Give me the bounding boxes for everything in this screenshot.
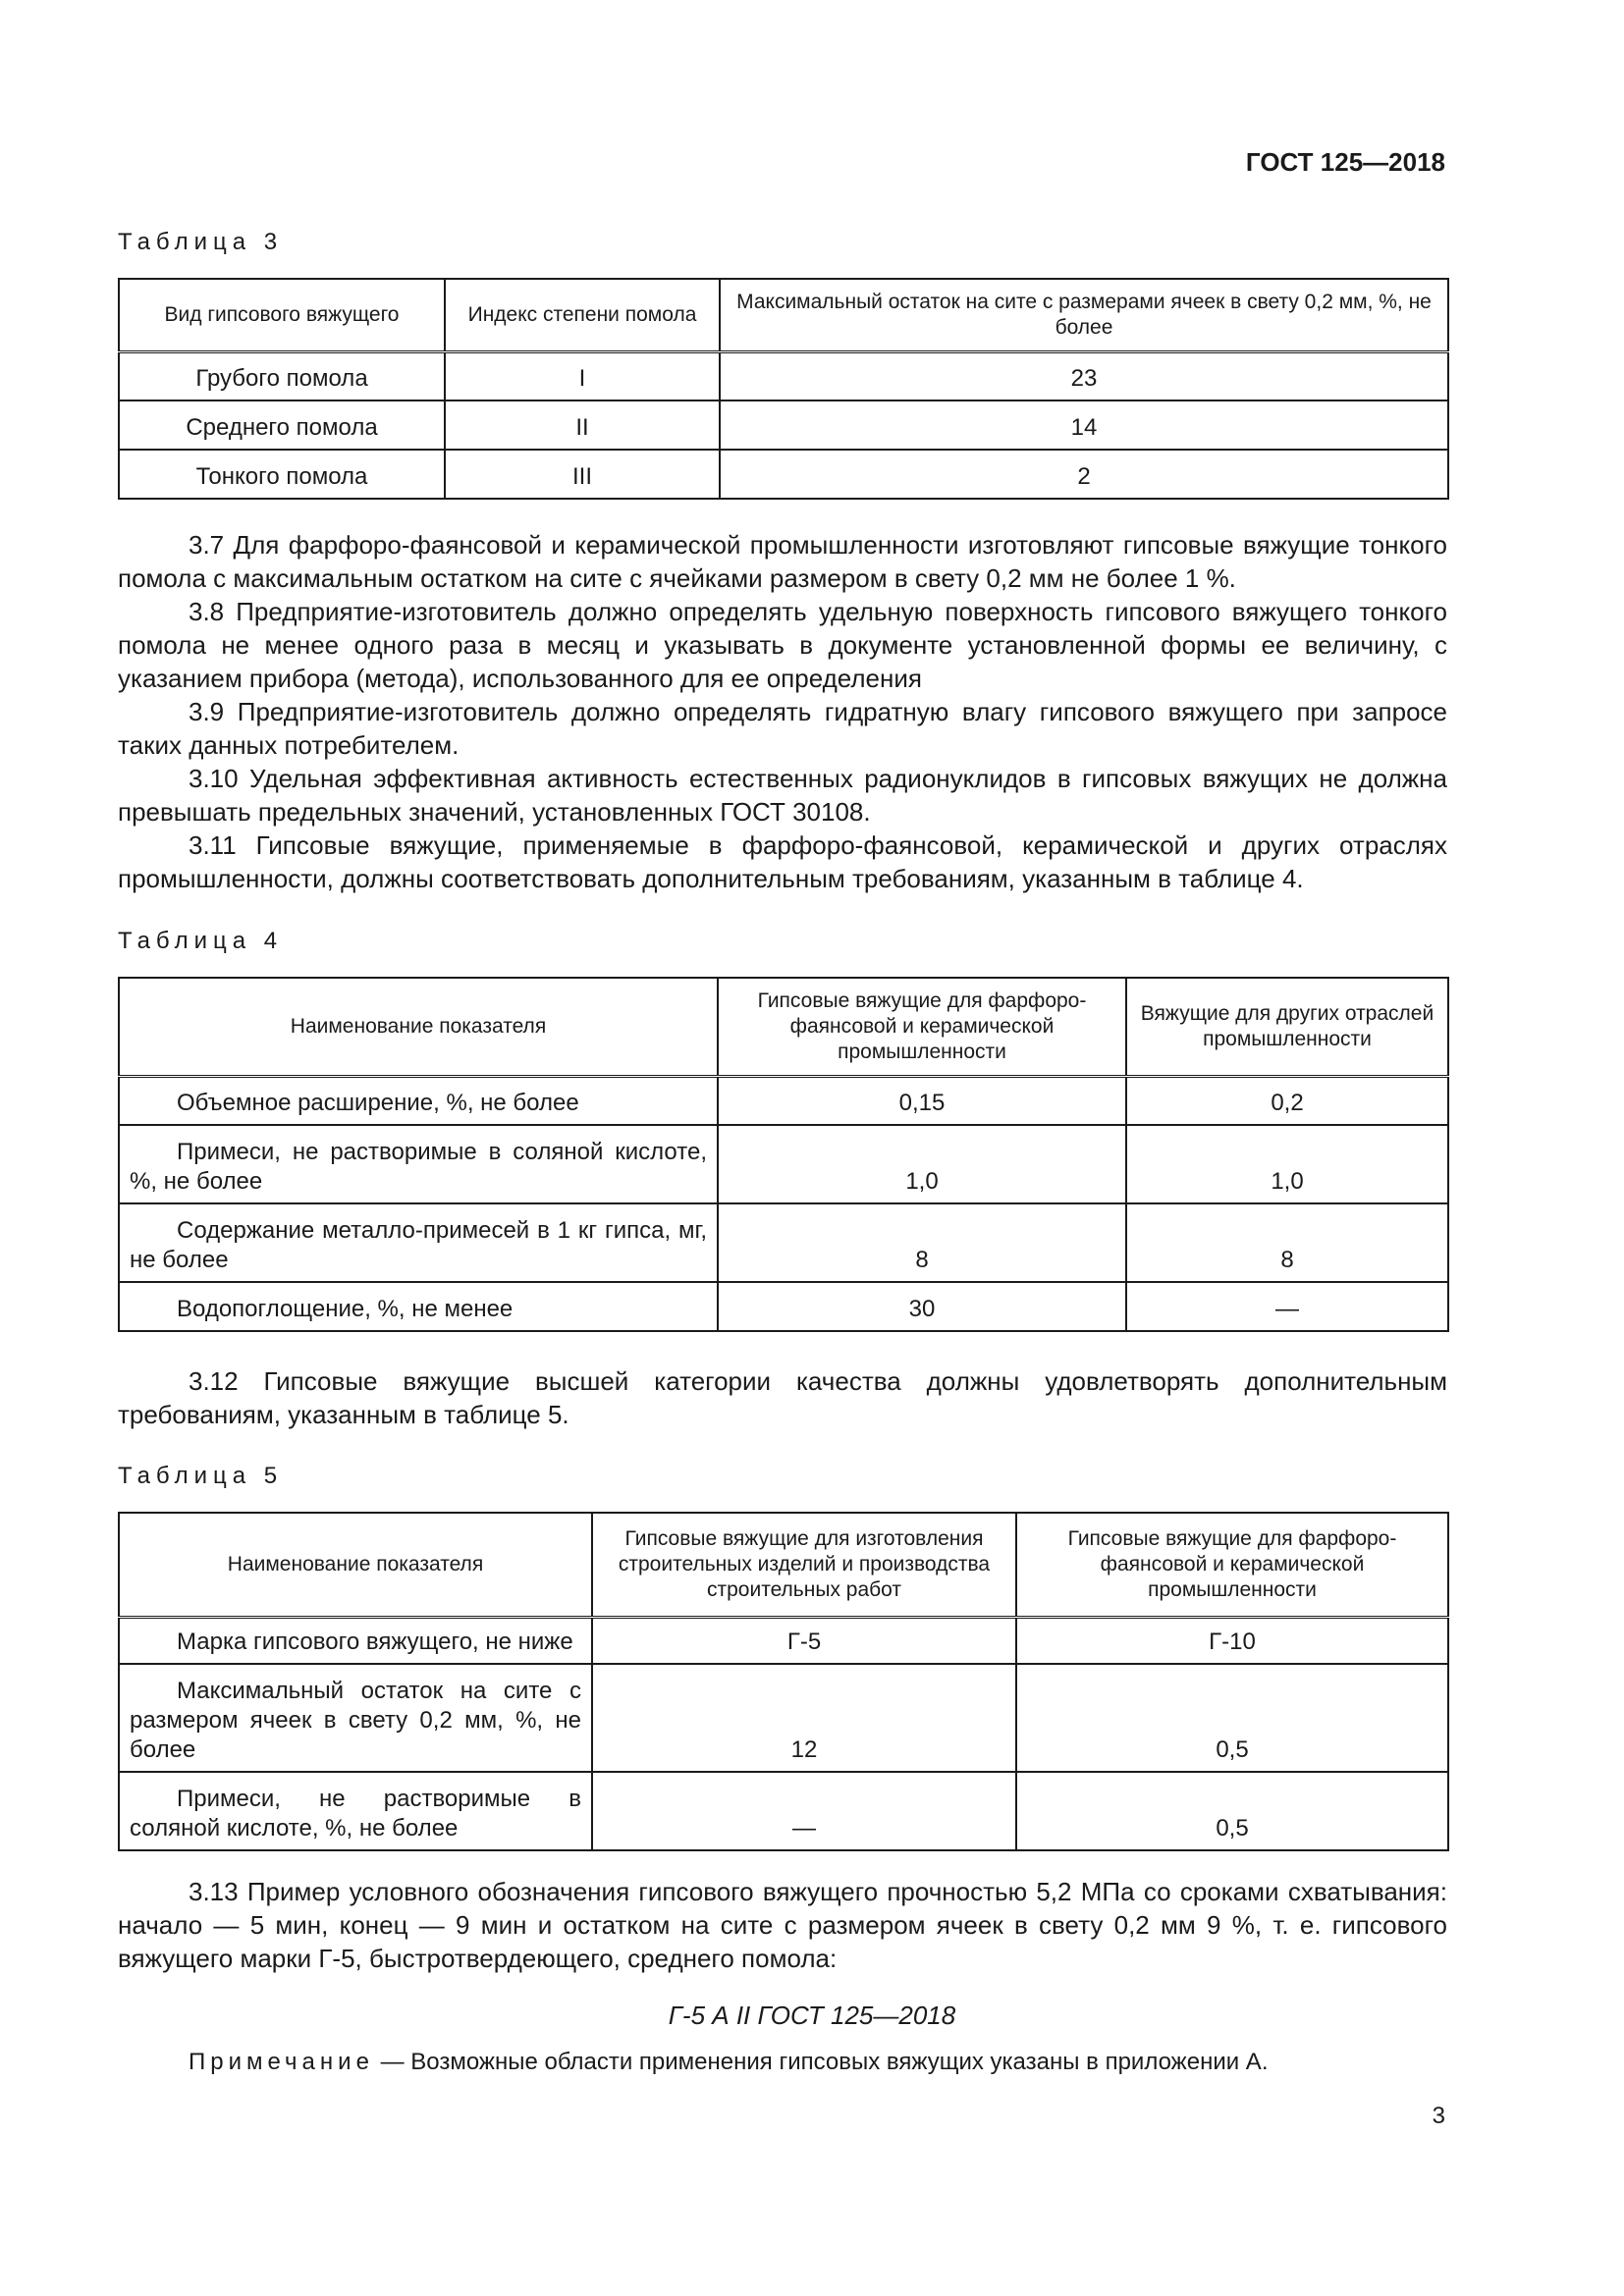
table-cell: Г-10	[1016, 1617, 1448, 1664]
table-cell: 2	[720, 450, 1448, 499]
table3-header-cell: Максимальный остаток на сите с размерами ячеек в свету 0,2 мм, %, не более	[720, 279, 1448, 351]
table-cell: Примеси, не растворимые в соляной кислоте, %, не более	[119, 1125, 718, 1203]
table-cell: —	[1126, 1282, 1448, 1331]
table5-caption: Таблица 5	[118, 1463, 284, 1489]
designation-example: Г-5 А II ГОСТ 125—2018	[668, 2001, 956, 2030]
table4	[118, 977, 1449, 1332]
table-cell: Среднего помола	[119, 400, 445, 450]
table-row	[119, 450, 1448, 499]
paragraph-3-11: 3.11 Гипсовые вяжущие, применяемые в фарфоро-фаянсовой, керамической и других отраслях промышленности, должны соответствовать дополнительным требованиям, указанным в таблице 4.	[118, 830, 1447, 893]
table5-header-row	[119, 1513, 1448, 1617]
table-cell: 14	[720, 400, 1448, 450]
table3	[118, 278, 1449, 500]
table-cell: 23	[720, 351, 1448, 400]
table-cell: Примеси, не растворимые в соляной кислоте, %, не более	[119, 1772, 592, 1850]
table-cell: 0,5	[1016, 1772, 1448, 1850]
table-cell: Объемное расширение, %, не более	[119, 1076, 718, 1125]
table-cell: Марка гипсового вяжущего, не ниже	[119, 1617, 592, 1664]
paragraph-3-7: 3.7 Для фарфоро-фаянсовой и керамической промышленности изготовляют гипсовые вяжущие тонкого помола с максимальным остатком на сите с ячейками размером в свету 0,2 мм не более 1 %.	[118, 530, 1447, 593]
paragraph-3-10: 3.10 Удельная эффективная активность естественных радионуклидов в гипсовых вяжущих не должна превышать предельных значений, установленных ГОСТ 30108.	[118, 764, 1447, 827]
table5	[118, 1512, 1449, 1851]
table-row	[119, 1282, 1448, 1331]
table-row	[119, 1125, 1448, 1203]
note-text: — Возможные области применения гипсовых вяжущих указаны в приложении А.	[373, 2049, 1269, 2075]
note	[189, 2049, 1268, 2076]
table5-header-cell: Гипсовые вяжущие для изготовления строительных изделий и производства строительных работ	[592, 1513, 1016, 1617]
paragraph-3-9: 3.9 Предприятие-изготовитель должно определять гидратную влагу гипсового вяжущего при запросе таких данных потребителем.	[118, 697, 1447, 760]
table-cell: Тонкого помола	[119, 450, 445, 499]
table-cell: 8	[718, 1203, 1126, 1282]
table-cell: 1,0	[718, 1125, 1126, 1203]
page-number: 3	[1432, 2103, 1445, 2129]
table-cell: Грубого помола	[119, 351, 445, 400]
table-cell: III	[445, 450, 720, 499]
table-row	[119, 1664, 1448, 1772]
table-row	[119, 1076, 1448, 1125]
table-cell: I	[445, 351, 720, 400]
paragraph-3-8: 3.8 Предприятие-изготовитель должно определять удельную поверхность гипсового вяжущего тонкого помола не менее одного раза в месяц и указывать в документе установленной формы ее величину, с указанием прибора (метода), использованного для ее определения	[118, 597, 1447, 693]
table-cell: 8	[1126, 1203, 1448, 1282]
table-cell: 0,5	[1016, 1664, 1448, 1772]
paragraph-3-12: 3.12 Гипсовые вяжущие высшей категории качества должны удовлетворять дополнительным требованиям, указанным в таблице 5.	[118, 1366, 1447, 1429]
table4-header-cell: Наименование показателя	[119, 978, 718, 1076]
table5-header-cell: Наименование показателя	[119, 1513, 592, 1617]
table-cell: 12	[592, 1664, 1016, 1772]
table-cell: Водопоглощение, %, не менее	[119, 1282, 718, 1331]
table-row	[119, 400, 1448, 450]
table-row	[119, 1772, 1448, 1850]
table-cell: 0,2	[1126, 1076, 1448, 1125]
table3-header-row	[119, 279, 1448, 351]
table-cell: Содержание металло-примесей в 1 кг гипса, мг, не более	[119, 1203, 718, 1282]
table3-header-cell: Индекс степени помола	[445, 279, 720, 351]
table-cell: Максимальный остаток на сите с размером ячеек в свету 0,2 мм, %, не более	[119, 1664, 592, 1772]
table-row	[119, 351, 1448, 400]
table-cell: —	[592, 1772, 1016, 1850]
document-id-header: ГОСТ 125—2018	[1245, 147, 1445, 177]
table-cell: II	[445, 400, 720, 450]
table4-header-cell: Вяжущие для других отраслей промышленности	[1126, 978, 1448, 1076]
table4-header-row	[119, 978, 1448, 1076]
table-row	[119, 1617, 1448, 1664]
note-label: Примечание	[189, 2049, 374, 2075]
table4-header-cell: Гипсовые вяжущие для фарфоро-фаянсовой и керамической промышленности	[718, 978, 1126, 1076]
table-cell: 30	[718, 1282, 1126, 1331]
table-cell: Г-5	[592, 1617, 1016, 1664]
table3-header-cell: Вид гипсового вяжущего	[119, 279, 445, 351]
paragraph-3-13: 3.13 Пример условного обозначения гипсового вяжущего прочностью 5,2 МПа со сроками схватывания: начало — 5 мин, конец — 9 мин и остатком на сите с размером ячеек в свету 0,2 мм 9 %, т. е. гипсового вяжущего марки Г-5, быстротвердеющего, среднего помола:	[118, 1877, 1447, 1973]
table-row	[119, 1203, 1448, 1282]
body-text-block	[118, 528, 1447, 895]
table-cell: 0,15	[718, 1076, 1126, 1125]
table-cell: 1,0	[1126, 1125, 1448, 1203]
table5-header-cell: Гипсовые вяжущие для фарфоро-фаянсовой и керамической промышленности	[1016, 1513, 1448, 1617]
table4-caption: Таблица 4	[118, 928, 284, 954]
table3-caption: Таблица 3	[118, 229, 284, 255]
